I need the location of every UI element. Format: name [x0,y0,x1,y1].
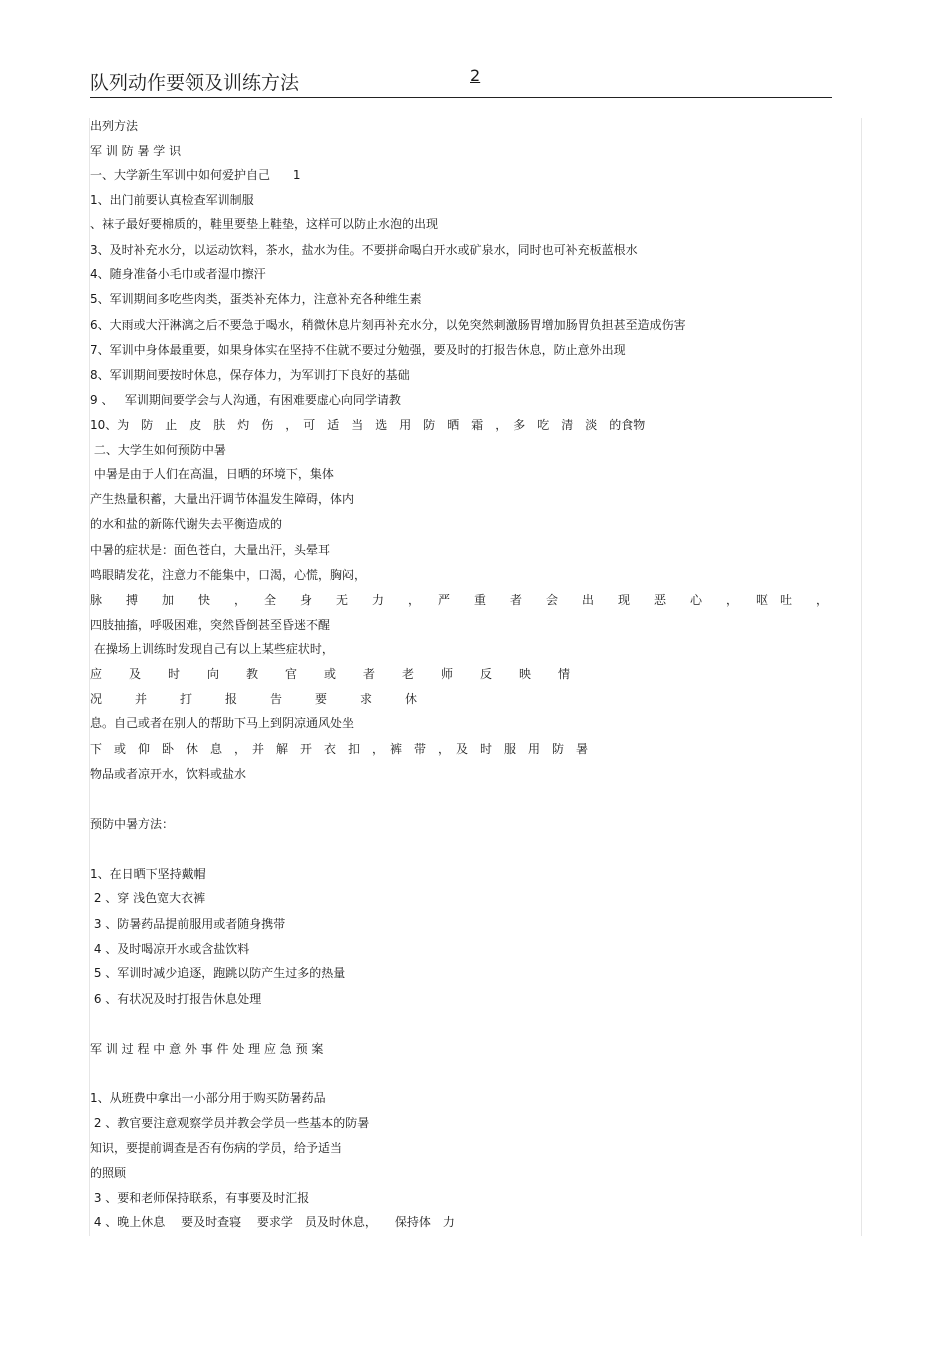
page-number: 2 [470,66,481,85]
page-header [90,66,832,98]
text-line: 况并打报告要求休 [90,692,451,706]
section-heading: 军 训 防 暑 学 识 [90,144,182,158]
list-item: 3 、要和老师保持联系，有事要及时汇报 [90,1191,310,1205]
text-line: 物品或者凉开水，饮料或盐水 [90,767,247,781]
text-line: 出列方法 [90,119,139,133]
text-line: 、袜子最好要棉质的，鞋里要垫上鞋垫，这样可以防止水泡的出现 [90,217,439,231]
text-line: 鸣眼睛发花，注意力不能集中，口渴，心慌，胸闷， [90,568,367,582]
list-item: 6 、有状况及时打报告休息处理 [90,992,262,1006]
text-line: 在操场上训练时发现自己有以上某些症状时， [90,642,334,656]
section-heading: 一、大学新生军训中如何爱护自己 1 [90,168,301,182]
list-item: 4 、及时喝凉开水或含盐饮料 [90,942,250,956]
text-line: 7、军训中身体最重要，如果身体实在坚持不住就不要过分勉强，要及时的打报告休息，防止意外出现 [90,343,626,357]
right-margin-rule [861,118,862,1236]
section-heading: 预防中暑方法： [90,817,175,831]
text-line: 中暑的症状是：面色苍白，大量出汗，头晕耳 [90,543,331,557]
list-item: 3 、防暑药品提前服用或者随身携带 [90,917,286,931]
text-line: 的水和盐的新陈代谢失去平衡造成的 [90,517,283,531]
text-line: 10、为 防 止 皮 肤 灼 伤 ， 可 适 当 选 用 防 晒 霜 ， 多 吃 清 淡 的食物 [90,418,646,432]
text-line: 8、军训期间要按时休息，保存体力，为军训打下良好的基础 [90,368,410,382]
text-line: 3、及时补充水分，以运动饮料，茶水，盐水为佳。不要拼命喝白开水或矿泉水，同时也可补充板蓝根水 [90,243,638,257]
list-item: 2 、教官要注意观察学员并教会学员一些基本的防暑 [90,1116,370,1130]
text-line: 知识，要提前调查是否有伤病的学员，给予适当 [90,1141,343,1155]
text-line: 产生热量积蓄，大量出汗调节体温发生障碍，体内 [90,492,355,506]
page-title: 队列动作要领及训练方法 [90,72,300,94]
text-line: 4、随身准备小毛巾或者湿巾擦汗 [90,267,266,281]
text-line: 9 、 军训期间要学会与人沟通，有困难要虚心向同学请教 [90,393,401,407]
text-line: 脉 搏 加 快 ， 全 身 无 力 ， 严 重 者 会 出 现 恶 心 ， 呕 吐 ， [90,593,829,607]
header-rule [90,97,832,98]
list-item: 4 、晚上休息 要及时查寝 要求学 员及时休息， 保持体 力 [90,1215,455,1229]
text-line: 1、出门前要认真检查军训制服 [90,193,254,207]
text-line: 的照顾 [90,1166,127,1180]
text-line: 息。自己或者在别人的帮助下马上到阴凉通风处坐 [90,716,355,730]
section-heading: 二、大学生如何预防中暑 [90,443,226,457]
text-line: 下 或 仰 卧 休 息 ， 并 解 开 衣 扣 ， 裤 带 ， 及 时 服 用 防 暑 [90,742,589,756]
text-line: 四肢抽搐，呼吸困难，突然昏倒甚至昏迷不醒 [90,618,331,632]
list-item: 1、从班费中拿出一小部分用于购买防暑药品 [90,1091,326,1105]
text-line: 6、大雨或大汗淋漓之后不要急于喝水，稍微休息片刻再补充水分，以免突然刺激肠胃增加肠胃负担甚至造成伤害 [90,318,686,332]
list-item: 1、在日晒下坚持戴帽 [90,867,206,881]
list-item: 2 、穿 浅色宽大衣裤 [90,891,206,905]
list-item: 5 、军训时减少追逐，跑跳以防产生过多的热量 [90,966,346,980]
text-line: 应及时向教官或者老师反映情 [90,667,598,681]
text-line: 5、军训期间多吃些肉类，蛋类补充体力，注意补充各种维生素 [90,292,422,306]
section-heading: 军 训 过 程 中 意 外 事 件 处 理 应 急 预 案 [90,1042,324,1056]
text-line: 中暑是由于人们在高温，日晒的环境下，集体 [90,467,334,481]
